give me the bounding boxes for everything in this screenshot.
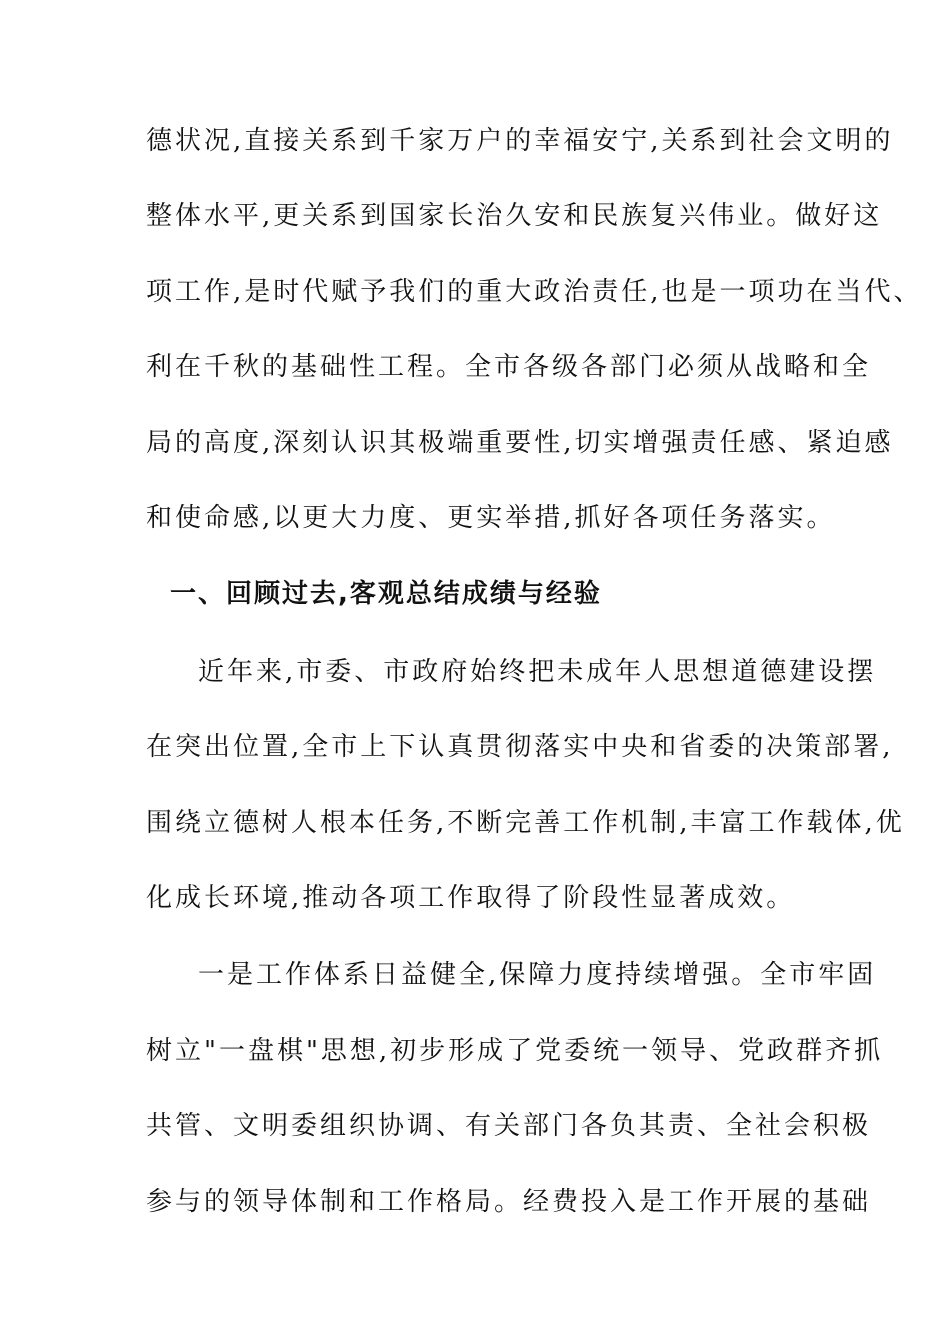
paragraph-2-line-3: 围绕立德树人根本任务,不断完善工作机制,丰富工作载体,优 xyxy=(146,808,905,838)
paragraph-2-line-1: 近年来,市委、市政府始终把未成年人思想道德建设摆 xyxy=(198,657,877,687)
paragraph-3-line-2: 树立"一盘棋"思想,初步形成了党委统一领导、党政群齐抓 xyxy=(146,1036,884,1066)
paragraph-1-line-3: 项工作,是时代赋予我们的重大政治责任,也是一项功在当代、 xyxy=(146,277,923,307)
paragraph-1-line-2: 整体水平,更关系到国家长治久安和民族复兴伟业。做好这 xyxy=(146,201,883,231)
paragraph-1-line-4: 利在千秋的基础性工程。全市各级各部门必须从战略和全 xyxy=(146,352,872,382)
paragraph-3-line-3: 共管、文明委组织协调、有关部门各负其责、全社会积极 xyxy=(146,1111,872,1141)
paragraph-2-line-4: 化成长环境,推动各项工作取得了阶段性显著成效。 xyxy=(146,883,796,913)
paragraph-1-line-1: 德状况,直接关系到千家万户的幸福安宁,关系到社会文明的 xyxy=(146,126,894,156)
paragraph-1-line-6: 和使命感,以更大力度、更实举措,抓好各项任务落实。 xyxy=(146,503,836,533)
paragraph-3-line-1: 一是工作体系日益健全,保障力度持续增强。全市牢固 xyxy=(198,960,877,990)
paragraph-1-line-5: 局的高度,深刻认识其极端重要性,切实增强责任感、紧迫感 xyxy=(146,428,894,458)
section-heading: 一、回顾过去,客观总结成绩与经验 xyxy=(170,579,602,609)
paragraph-3-line-4: 参与的领导体制和工作格局。经费投入是工作开展的基础 xyxy=(146,1187,872,1217)
paragraph-2-line-2: 在突出位置,全市上下认真贯彻落实中央和省委的决策部署, xyxy=(146,732,894,762)
